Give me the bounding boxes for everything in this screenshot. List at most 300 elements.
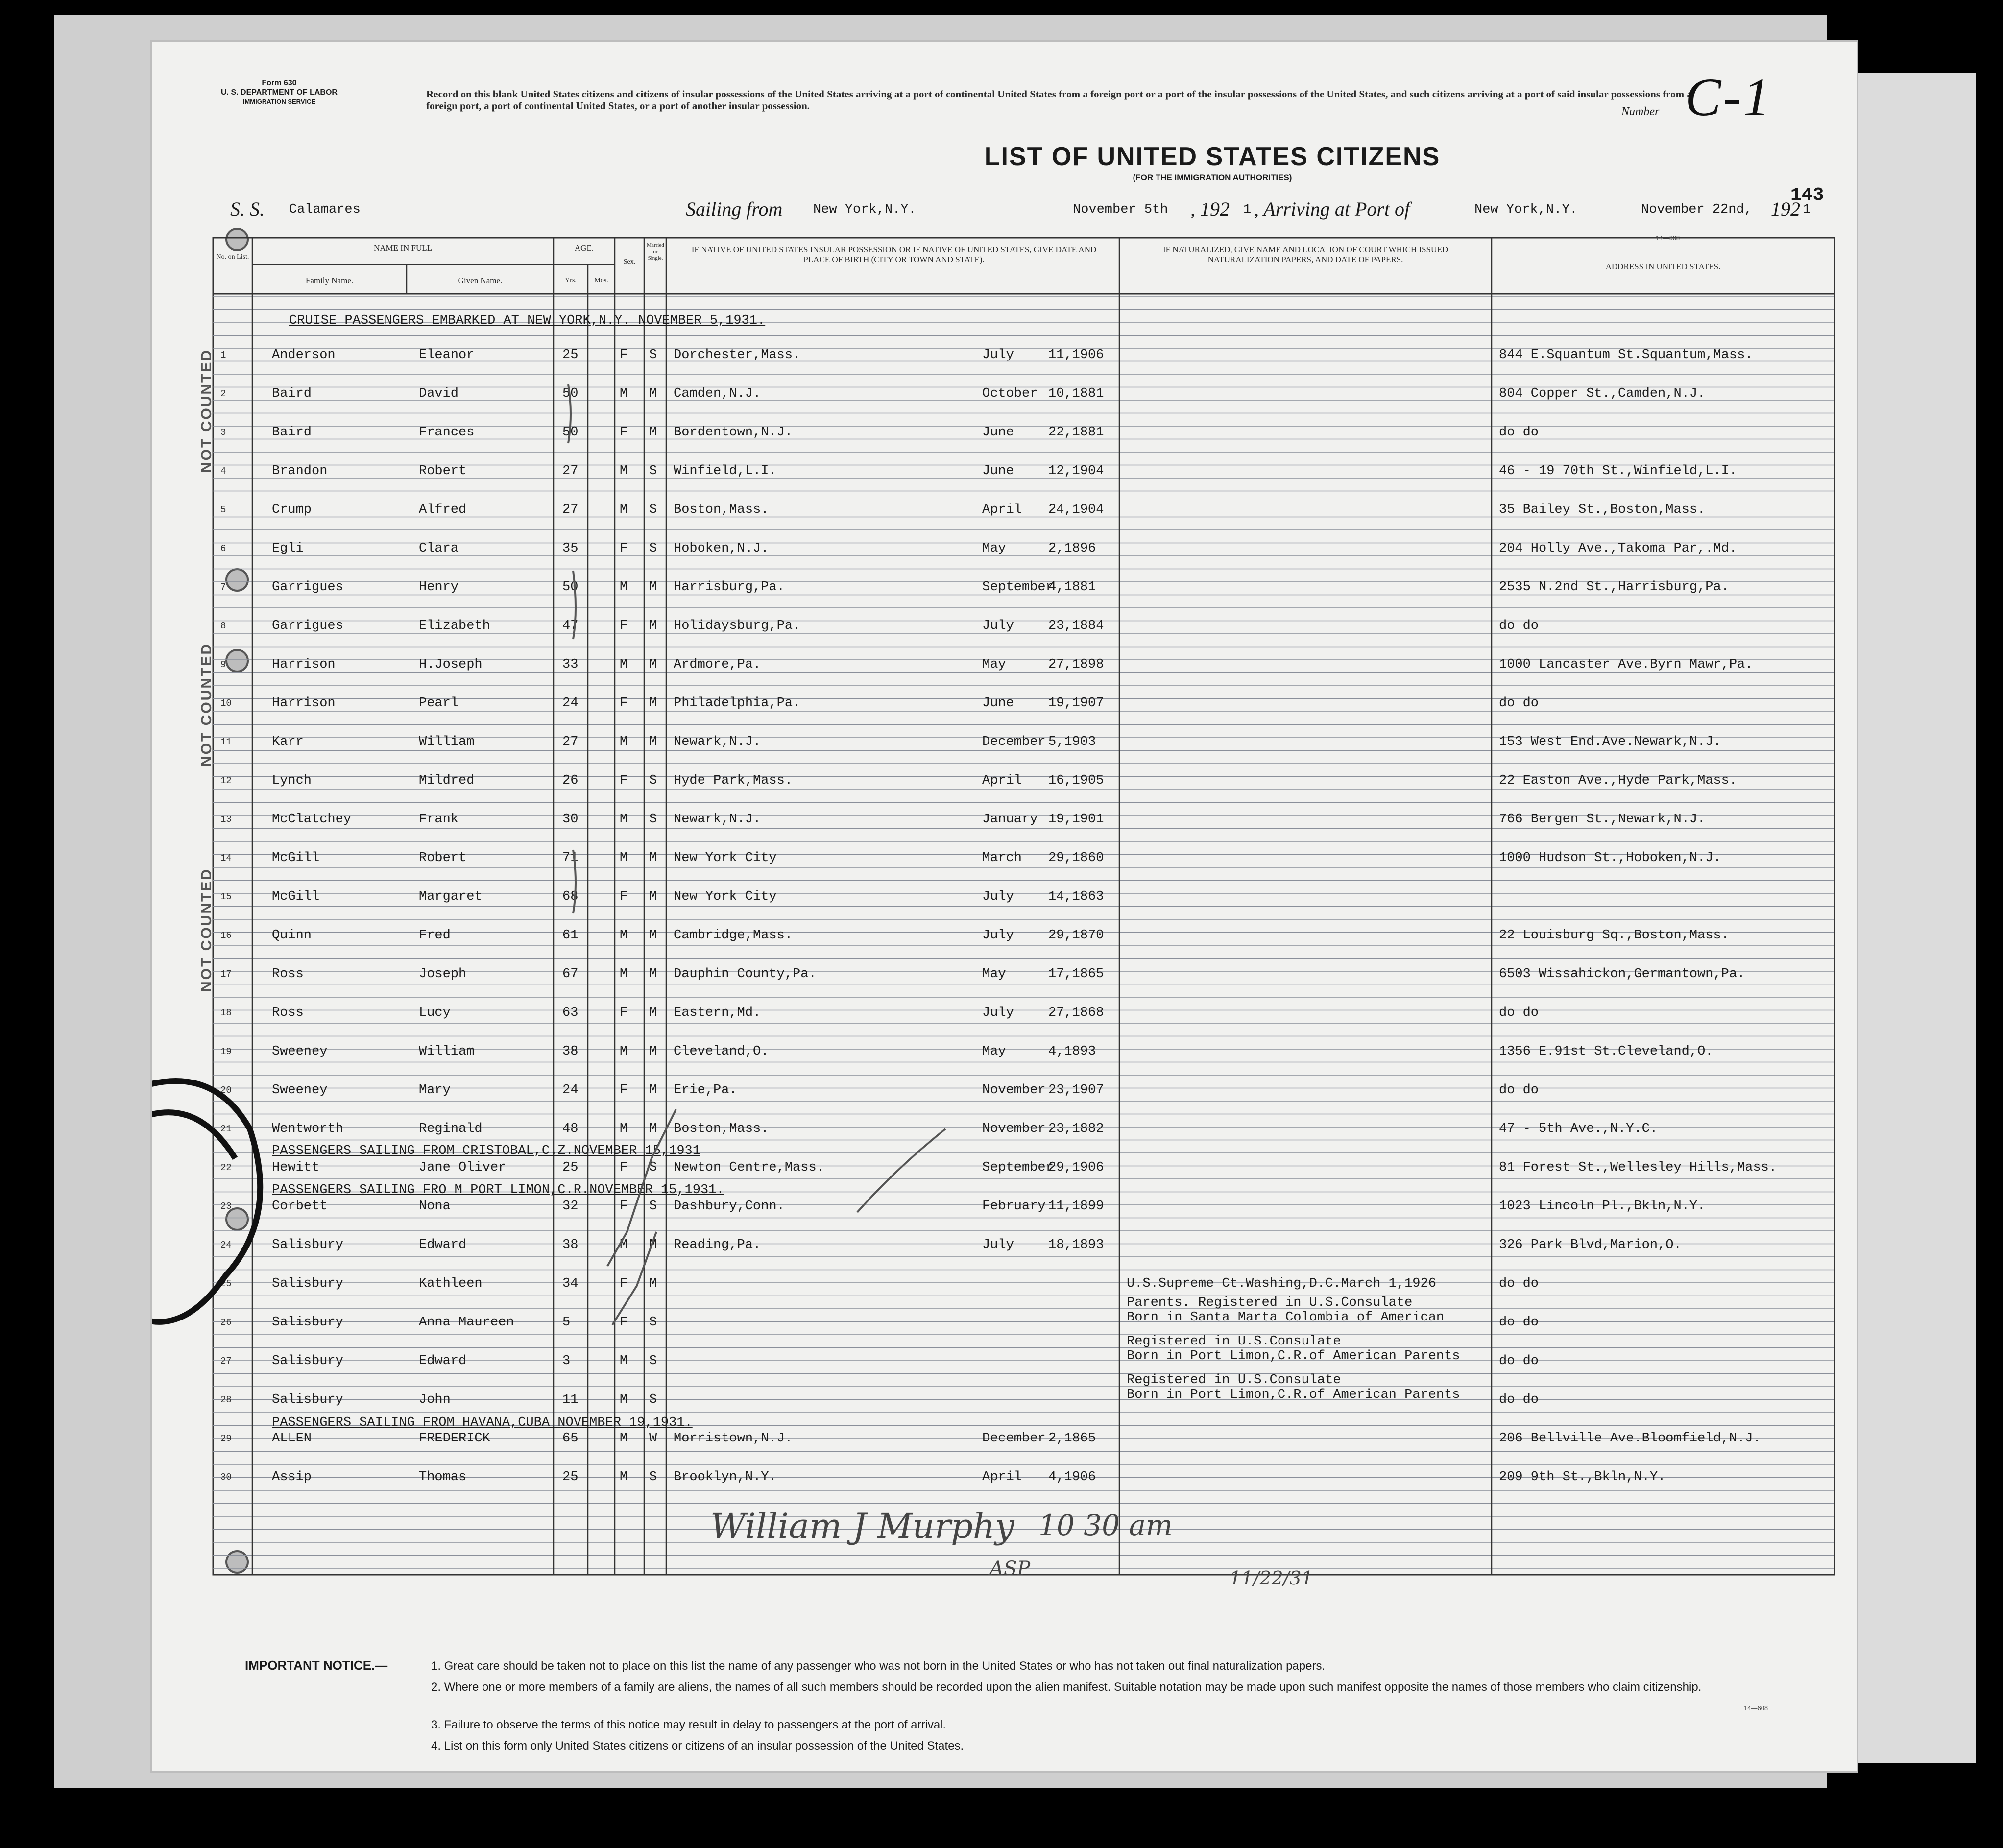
header-family-name: Family Name. [305, 276, 354, 285]
family-name: Baird [272, 386, 312, 401]
row-number: 25 [220, 1278, 232, 1289]
birth-month: April [982, 1470, 1022, 1485]
row-number: 24 [220, 1240, 232, 1250]
birth-day-year: 17,1865 [1048, 967, 1104, 982]
birth-month: November [982, 1122, 1046, 1136]
row-number: 11 [220, 737, 232, 747]
family-name: Harrison [272, 696, 336, 711]
given-name: H.Joseph [419, 657, 483, 672]
us-address: 1356 E.91st St.Cleveland,O. [1499, 1044, 1713, 1059]
birth-day-year: 29,1860 [1048, 851, 1104, 865]
birth-day-year: 12,1904 [1048, 464, 1104, 479]
marital-status: S [649, 1199, 657, 1214]
age-years: 34 [562, 1276, 579, 1291]
sex-code: F [620, 1083, 628, 1098]
marital-status: S [649, 812, 657, 827]
naturalization-note: Born in Santa Marta Colombia of American [1127, 1310, 1445, 1325]
given-name: William [419, 735, 475, 749]
us-address: 1000 Lancaster Ave.Byrn Mawr,Pa. [1499, 657, 1753, 672]
birth-day-year: 23,1907 [1048, 1083, 1104, 1098]
sex-code: F [620, 425, 628, 440]
birth-month: July [982, 1238, 1014, 1252]
birth-month: May [982, 541, 1006, 556]
us-address: 35 Bailey St.,Boston,Mass. [1499, 503, 1706, 517]
birth-place: Newark,N.J. [674, 812, 761, 827]
birth-month: June [982, 696, 1014, 711]
naturalization-note: Registered in U.S.Consulate [1127, 1334, 1341, 1349]
birth-month: February [982, 1199, 1046, 1214]
birth-place: Cambridge,Mass. [674, 928, 793, 943]
marital-status: S [649, 1470, 657, 1485]
header-years: Yrs. [565, 277, 577, 284]
family-name: Sweeney [272, 1044, 328, 1059]
marital-status: S [649, 348, 657, 362]
us-address: 153 West End.Ave.Newark,N.J. [1499, 735, 1721, 749]
header-given-name: Given Name. [458, 276, 503, 285]
us-address: 1023 Lincoln Pl.,Bkln,N.Y. [1499, 1199, 1706, 1214]
age-years: 27 [562, 503, 579, 517]
age-years: 27 [562, 464, 579, 479]
family-name: Salisbury [272, 1276, 343, 1291]
departure-year-label: , 192 [1190, 198, 1230, 220]
us-address: do do [1499, 1354, 1539, 1368]
family-name: McClatchey [272, 812, 352, 827]
given-name: Clara [419, 541, 459, 556]
departure-year-suffix: 1 [1243, 202, 1252, 217]
family-name: Ross [272, 1006, 304, 1020]
given-name: Edward [419, 1354, 467, 1368]
given-name: Lucy [419, 1006, 451, 1020]
ship-name: Calamares [289, 202, 361, 217]
given-name: Margaret [419, 889, 483, 904]
birth-month: November [982, 1083, 1046, 1098]
birth-place: Dauphin County,Pa. [674, 967, 817, 982]
row-number: 22 [220, 1162, 232, 1173]
marital-status: M [649, 1276, 657, 1291]
sex-code: M [620, 386, 628, 401]
birth-place: Brooklyn,N.Y. [674, 1470, 777, 1485]
birth-place: Hoboken,N.J. [674, 541, 769, 556]
us-address: 1000 Hudson St.,Hoboken,N.J. [1499, 851, 1721, 865]
sex-code: M [620, 928, 628, 943]
birth-day-year: 29,1906 [1048, 1160, 1104, 1175]
birth-month: March [982, 851, 1022, 865]
sex-code: M [620, 503, 628, 517]
intro-instructions: Record on this blank United States citizens and citizens of insular possessions of the United States arriving at a port of continental United States from a foreign port or a port of the insular possessions of the United States, and such citizens arriving at a port of said insular possessions from a foreign port, a port of continental United States, or a port of another insular possession. [426, 88, 1692, 112]
form-number: Form 630 [262, 79, 297, 87]
birth-place: Dashbury,Conn. [674, 1199, 785, 1214]
not-counted-stamp: NOT COUNTED [198, 868, 215, 992]
family-name: ALLEN [272, 1431, 312, 1446]
us-address: 6503 Wissahickon,Germantown,Pa. [1499, 967, 1745, 982]
age-years: 5 [562, 1315, 571, 1330]
sex-code: M [620, 1354, 628, 1368]
us-address: do do [1499, 1083, 1539, 1098]
family-name: Ross [272, 967, 304, 982]
sex-code: F [620, 773, 628, 788]
age-years: 26 [562, 773, 579, 788]
birth-place: Reading,Pa. [674, 1238, 761, 1252]
birth-month: May [982, 657, 1006, 672]
age-years: 48 [562, 1122, 579, 1136]
birth-day-year: 4,1881 [1048, 580, 1096, 595]
marital-status: M [649, 1006, 657, 1020]
naturalization-note: Born in Port Limon,C.R.of American Parents [1127, 1349, 1460, 1364]
header-sex: Sex. [623, 258, 636, 265]
birth-place: Eastern,Md. [674, 1006, 761, 1020]
family-name: Garrigues [272, 580, 343, 595]
given-name: Elizabeth [419, 619, 490, 633]
given-name: Jane Oliver [419, 1160, 507, 1175]
family-name: Corbett [272, 1199, 328, 1214]
family-name: Egli [272, 541, 304, 556]
age-years: 67 [562, 967, 579, 982]
age-years: 68 [562, 889, 579, 904]
row-number: 16 [220, 930, 232, 941]
us-address: 81 Forest St.,Wellesley Hills,Mass. [1499, 1160, 1777, 1175]
us-address: do do [1499, 425, 1539, 440]
sex-code: M [620, 1044, 628, 1059]
sex-code: F [620, 541, 628, 556]
marital-status: M [649, 967, 657, 982]
sex-code: M [620, 580, 628, 595]
row-number: 28 [220, 1394, 232, 1405]
sex-code: M [620, 967, 628, 982]
row-number: 2 [220, 388, 226, 399]
marital-status: S [649, 1392, 657, 1407]
given-name: Robert [419, 464, 467, 479]
birth-place: Boston,Mass. [674, 503, 769, 517]
row-number: 10 [220, 698, 232, 709]
birth-month: June [982, 425, 1014, 440]
marital-status: M [649, 1044, 657, 1059]
sex-code: F [620, 619, 628, 633]
us-address: do do [1499, 1392, 1539, 1407]
row-number: 17 [220, 969, 232, 980]
birth-month: April [982, 503, 1022, 517]
given-name: Robert [419, 851, 467, 865]
sex-code: M [620, 1122, 628, 1136]
header-birth: IF NATIVE OF UNITED STATES INSULAR POSSESSION OR IF NATIVE OF UNITED STATES, GIVE DATE AND PLACE OF BIRTH (CITY OR TOWN AND STATE). [691, 245, 1097, 264]
us-address: 22 Louisburg Sq.,Boston,Mass. [1499, 928, 1729, 943]
birth-place: Ardmore,Pa. [674, 657, 761, 672]
birth-month: July [982, 619, 1014, 633]
page-title: LIST OF UNITED STATES CITIZENS [984, 143, 1441, 171]
marital-status: M [649, 851, 657, 865]
birth-day-year: 22,1881 [1048, 425, 1104, 440]
sex-code: F [620, 348, 628, 362]
marital-status: M [649, 386, 657, 401]
birth-place: Boston,Mass. [674, 1122, 769, 1136]
sex-code: F [620, 889, 628, 904]
given-name: FREDERICK [419, 1431, 490, 1446]
row-number: 8 [220, 621, 226, 631]
not-counted-stamp: NOT COUNTED [198, 349, 215, 473]
family-name: Wentworth [272, 1122, 343, 1136]
page-subtitle: (FOR THE IMMIGRATION AUTHORITIES) [1133, 173, 1292, 182]
sex-code: M [620, 464, 628, 479]
marital-status: M [649, 696, 657, 711]
birth-day-year: 29,1870 [1048, 928, 1104, 943]
row-number: 1 [220, 350, 226, 360]
header-months: Mos. [594, 277, 608, 284]
given-name: David [419, 386, 459, 401]
birth-month: July [982, 928, 1014, 943]
birth-place: Newton Centre,Mass. [674, 1160, 824, 1175]
birth-month: May [982, 967, 1006, 982]
departure-port: New York,N.Y. [813, 202, 917, 217]
birth-month: January [982, 812, 1038, 827]
us-address: 47 - 5th Ave.,N.Y.C. [1499, 1122, 1658, 1136]
family-name: Hewitt [272, 1160, 320, 1175]
us-address: 766 Bergen St.,Newark,N.J. [1499, 812, 1706, 827]
marital-status: M [649, 1238, 657, 1252]
notice-heading: IMPORTANT NOTICE.— [245, 1658, 388, 1673]
inspector-signature: William J Murphy [710, 1506, 1014, 1546]
birth-day-year: 27,1898 [1048, 657, 1104, 672]
us-address: 206 Bellville Ave.Bloomfield,N.J. [1499, 1431, 1761, 1446]
sex-code: F [620, 1160, 628, 1175]
birth-month: April [982, 773, 1022, 788]
birth-place: Erie,Pa. [674, 1083, 737, 1098]
age-years: 63 [562, 1006, 579, 1020]
given-name: John [419, 1392, 451, 1407]
marital-status: S [649, 1160, 657, 1175]
birth-month: July [982, 348, 1014, 362]
row-number: 13 [220, 814, 232, 825]
us-address: do do [1499, 1006, 1539, 1020]
sex-code: F [620, 1276, 628, 1291]
birth-day-year: 11,1906 [1048, 348, 1104, 362]
age-years: 24 [562, 696, 579, 711]
birth-day-year: 23,1884 [1048, 619, 1104, 633]
age-years: 32 [562, 1199, 579, 1214]
birth-day-year: 24,1904 [1048, 503, 1104, 517]
family-name: Sweeney [272, 1083, 328, 1098]
birth-day-year: 16,1905 [1048, 773, 1104, 788]
sex-code: M [620, 1431, 628, 1446]
us-address: 844 E.Squantum St.Squantum,Mass. [1499, 348, 1753, 362]
given-name: Eleanor [419, 348, 475, 362]
age-years: 25 [562, 1160, 579, 1175]
given-name: Pearl [419, 696, 459, 711]
birth-place: Bordentown,N.J. [674, 425, 793, 440]
us-address: 204 Holly Ave.,Takoma Par,.Md. [1499, 541, 1738, 556]
print-code: 14—608 [1744, 1704, 1768, 1712]
family-name: Crump [272, 503, 312, 517]
us-address: 326 Park Blvd,Marion,O. [1499, 1238, 1682, 1252]
us-address: 46 - 19 70th St.,Winfield,L.I. [1499, 464, 1738, 479]
row-number: 4 [220, 466, 226, 477]
birth-day-year: 18,1893 [1048, 1238, 1104, 1252]
family-name: Garrigues [272, 619, 343, 633]
us-address: do do [1499, 1315, 1539, 1330]
marital-status: M [649, 1083, 657, 1098]
birth-month: July [982, 1006, 1014, 1020]
given-name: Fred [419, 928, 451, 943]
departure-date: November 5th [1073, 202, 1168, 217]
sex-code: M [620, 1470, 628, 1485]
birth-day-year: 19,1907 [1048, 696, 1104, 711]
ss-label: S. S. [230, 198, 265, 220]
marital-status: M [649, 425, 657, 440]
header-no: No. on List. [216, 253, 249, 261]
arriving-label: , Arriving at Port of [1254, 198, 1410, 220]
row-number: 9 [220, 659, 226, 670]
marital-status: S [649, 1354, 657, 1368]
time-note: 10 30 am [1038, 1509, 1173, 1542]
birth-place: Winfield,L.I. [674, 464, 777, 479]
age-years: 50 [562, 425, 579, 440]
birth-month: December [982, 735, 1046, 749]
marital-status: M [649, 657, 657, 672]
marital-status: M [649, 928, 657, 943]
birth-place: Holidaysburg,Pa. [674, 619, 801, 633]
manifest-page [152, 42, 1857, 1771]
sex-code: M [620, 657, 628, 672]
row-number: 21 [220, 1124, 232, 1134]
given-name: Kathleen [419, 1276, 483, 1291]
section-heading: PASSENGERS SAILING FROM HAVANA,CUBA NOVEMBER 19,1931. [272, 1416, 693, 1430]
birth-month: September [982, 580, 1054, 595]
given-name: Mildred [419, 773, 475, 788]
row-number: 15 [220, 891, 232, 902]
naturalization-note: U.S.Supreme Ct.Washing,D.C.March 1,1926 [1127, 1276, 1436, 1291]
notice-item: 2. Where one or more members of a family are aliens, the names of all such members should be recorded upon the alien manifest. Suitable notation may be made upon such manifest opposite the names of those members who claim citizenship. [431, 1680, 1702, 1694]
header-age: AGE. [574, 243, 594, 253]
given-name: Alfred [419, 503, 467, 517]
row-number: 12 [220, 775, 232, 786]
age-years: 33 [562, 657, 579, 672]
header-address: ADDRESS IN UNITED STATES. [1605, 262, 1721, 271]
service-name: IMMIGRATION SERVICE [242, 98, 316, 105]
age-years: 65 [562, 1431, 579, 1446]
age-years: 25 [562, 348, 579, 362]
given-name: Henry [419, 580, 459, 595]
birth-place: Dorchester,Mass. [674, 348, 801, 362]
sex-code: M [620, 851, 628, 865]
list-number: C-1 [1685, 67, 1772, 127]
birth-day-year: 2,1896 [1048, 541, 1096, 556]
birth-day-year: 19,1901 [1048, 812, 1104, 827]
given-name: Nona [419, 1199, 451, 1214]
marital-status: M [649, 889, 657, 904]
arrival-port: New York,N.Y. [1474, 202, 1578, 217]
marital-status: M [649, 580, 657, 595]
naturalization-note: Registered in U.S.Consulate [1127, 1373, 1341, 1388]
birth-day-year: 27,1868 [1048, 1006, 1104, 1020]
us-address: 804 Copper St.,Camden,N.J. [1499, 386, 1706, 401]
given-name: William [419, 1044, 475, 1059]
family-name: Karr [272, 735, 304, 749]
given-name: Mary [419, 1083, 451, 1098]
birth-day-year: 10,1881 [1048, 386, 1104, 401]
birth-month: May [982, 1044, 1006, 1059]
age-years: 24 [562, 1083, 579, 1098]
given-name: Reginald [419, 1122, 483, 1136]
birth-place: New York City [674, 889, 777, 904]
age-years: 30 [562, 812, 579, 827]
given-name: Frank [419, 812, 459, 827]
row-number: 5 [220, 504, 226, 515]
family-name: Lynch [272, 773, 312, 788]
age-years: 38 [562, 1044, 579, 1059]
given-name: Joseph [419, 967, 467, 982]
family-name: Assip [272, 1470, 312, 1485]
marital-status: S [649, 1315, 657, 1330]
row-number: 20 [220, 1085, 232, 1096]
notice-item: 3. Failure to observe the terms of this notice may result in delay to passengers at the port of arrival. [431, 1718, 946, 1731]
header-married-single: Married or Single. [647, 242, 664, 261]
birth-day-year: 14,1863 [1048, 889, 1104, 904]
family-name: Quinn [272, 928, 312, 943]
marital-status: M [649, 619, 657, 633]
marital-status: W [649, 1431, 657, 1446]
family-name: Salisbury [272, 1238, 343, 1252]
family-name: Anderson [272, 348, 336, 362]
birth-place: Hyde Park,Mass. [674, 773, 793, 788]
row-number: 3 [220, 427, 226, 438]
family-name: McGill [272, 851, 320, 865]
header-naturalized: IF NATURALIZED, GIVE NAME AND LOCATION OF COURT WHICH ISSUED NATURALIZATION PAPERS, AND DATE OF PAPERS. [1162, 245, 1448, 264]
row-number: 18 [220, 1008, 232, 1018]
age-years: 3 [562, 1354, 571, 1368]
birth-day-year: 2,1865 [1048, 1431, 1096, 1446]
row-number: 29 [220, 1433, 232, 1444]
inspector-initials: ASP [989, 1558, 1031, 1580]
marital-status: S [649, 503, 657, 517]
print-code: 14—608 [1656, 234, 1680, 241]
birth-month: June [982, 464, 1014, 479]
number-label: Number [1621, 105, 1660, 118]
row-number: 23 [220, 1201, 232, 1212]
marital-status: S [649, 541, 657, 556]
row-number: 14 [220, 853, 232, 864]
family-name: Salisbury [272, 1354, 343, 1368]
sex-code: F [620, 1006, 628, 1020]
us-address: do do [1499, 1276, 1539, 1291]
birth-day-year: 11,1899 [1048, 1199, 1104, 1214]
row-number: 7 [220, 582, 226, 593]
age-years: 27 [562, 735, 579, 749]
us-address: do do [1499, 619, 1539, 633]
birth-place: Newark,N.J. [674, 735, 761, 749]
us-address: do do [1499, 696, 1539, 711]
given-name: Thomas [419, 1470, 467, 1485]
age-years: 71 [562, 851, 579, 865]
sailing-label: Sailing from [686, 198, 783, 220]
age-years: 50 [562, 580, 579, 595]
birth-month: September [982, 1160, 1054, 1175]
age-years: 38 [562, 1238, 579, 1252]
sex-code: M [620, 735, 628, 749]
header-name-in-full: NAME IN FULL [374, 243, 432, 253]
naturalization-note: Born in Port Limon,C.R.of American Parents [1127, 1388, 1460, 1402]
birth-place: Harrisburg,Pa. [674, 580, 785, 595]
sex-code: M [620, 812, 628, 827]
family-name: Brandon [272, 464, 328, 479]
marital-status: S [649, 773, 657, 788]
notice-item: 1. Great care should be taken not to place on this list the name of any passenger who was not born in the United States or who has not taken out final naturalization papers. [431, 1659, 1326, 1673]
birth-place: Philadelphia,Pa. [674, 696, 801, 711]
age-years: 25 [562, 1470, 579, 1485]
sex-code: F [620, 696, 628, 711]
section-heading: PASSENGERS SAILING FRO M PORT LIMON,C.R.NOVEMBER 15,1931. [272, 1183, 724, 1198]
birth-month: October [982, 386, 1038, 401]
arrival-date: November 22nd, [1641, 202, 1752, 217]
sex-code: M [620, 1392, 628, 1407]
birth-day-year: 4,1906 [1048, 1470, 1096, 1485]
